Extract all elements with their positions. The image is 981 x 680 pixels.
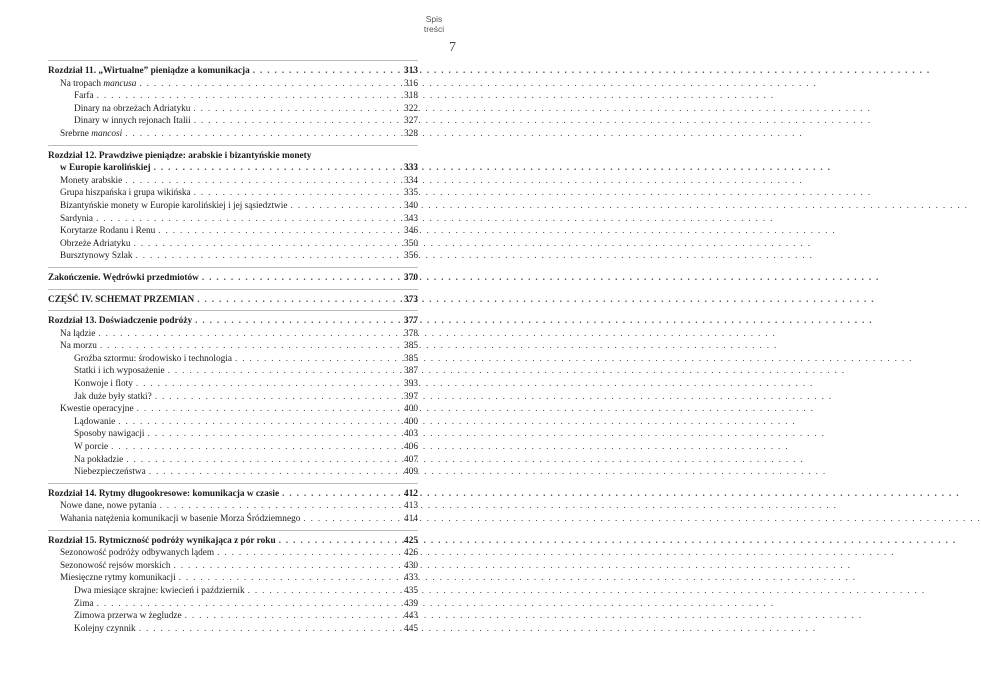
dot-leader (174, 560, 393, 573)
toc-entry (48, 610, 418, 623)
dot-leader (303, 513, 393, 526)
toc-entry-title (60, 175, 122, 188)
toc-entry (48, 403, 418, 416)
toc-chapter-entry (48, 294, 418, 307)
dot-leader (194, 187, 393, 200)
toc-entry-title (74, 441, 108, 454)
page-number: 7 (449, 40, 456, 55)
toc-entry (48, 365, 418, 378)
toc-entry-title (74, 115, 191, 128)
toc-entry-title-text: Zima (74, 598, 94, 609)
toc-entry-title-text: Farfa (74, 91, 94, 102)
section-divider (48, 289, 418, 290)
toc-entry (48, 500, 418, 513)
toc-entry-page-number: 387 (404, 366, 418, 377)
toc-entry-title (74, 378, 133, 391)
dot-leader (139, 623, 393, 636)
toc-entry-title (60, 560, 171, 573)
toc-entry-title (48, 150, 311, 163)
toc-entry-title-text: Niebezpieczeństwa (74, 467, 146, 478)
toc-entry-title (60, 328, 95, 341)
toc-entry-title (74, 391, 152, 404)
toc-entry (48, 466, 418, 479)
dot-leader (253, 65, 393, 78)
toc-entry-title (60, 187, 191, 200)
toc-entry-title (48, 294, 194, 307)
toc-entry-page-number: 406 (404, 442, 418, 453)
toc-entry-title (60, 78, 136, 91)
toc-entry (48, 115, 418, 128)
dot-leader (290, 200, 393, 213)
toc-entry (48, 328, 418, 341)
dot-leader (193, 103, 393, 116)
toc-entry-page-number: 400 (404, 404, 418, 415)
section-divider (48, 310, 418, 311)
toc-entry-title-italic: mancosi (91, 128, 123, 139)
toc-entry-title-text: Dinary na obrzeżach Adriatyku (74, 103, 191, 114)
toc-entry-title-text: Dwa miesiące skrajne: kwiecień i październik (74, 585, 245, 596)
toc-entry-page-number: 385 (404, 353, 418, 364)
toc-entry-page-number: 327 (404, 116, 418, 127)
toc-entry-title-text: Bursztynowy Szlak (60, 251, 133, 262)
toc-entry-title (48, 315, 192, 328)
toc-entry (48, 547, 418, 560)
toc-entry (48, 103, 418, 116)
toc-entry (48, 78, 418, 91)
toc-entry-page-number: 350 (404, 238, 418, 249)
section-divider (48, 530, 418, 531)
toc-entry (48, 560, 418, 573)
dot-leader (195, 315, 393, 328)
toc-entry-title-text: Rozdział 12. Prawdziwe pieniądze: arabskie i bizantyńskie monety (48, 150, 312, 161)
toc-entry-title-text: Sardynia (60, 213, 94, 224)
toc-entry-title-text: w Europie karolińskiej (60, 163, 151, 174)
toc-entry-title (60, 340, 97, 353)
toc-entry (48, 428, 418, 441)
toc-entry-page-number: 433 (404, 573, 418, 584)
section-divider (48, 483, 418, 484)
toc-entry (48, 378, 418, 391)
dot-leader (111, 441, 393, 454)
toc-entry-title (74, 103, 190, 116)
toc-entry-title-text: Na pokładzie (74, 454, 124, 465)
toc-entry (48, 128, 418, 141)
toc-entry (48, 225, 418, 238)
toc-entry-title-text: Jak duże były statki? (74, 391, 152, 402)
dot-leader (158, 225, 393, 238)
toc-chapter-entry (48, 150, 418, 163)
dot-leader (97, 598, 393, 611)
dot-leader (179, 572, 393, 585)
toc-entry (48, 391, 418, 404)
toc-entry-title (74, 610, 182, 623)
dot-leader (194, 115, 393, 128)
dot-leader (197, 294, 393, 307)
toc-entry-title (60, 513, 300, 526)
dot-leader (282, 488, 393, 501)
toc-entry-title-text: Rozdział 14. Rytmy długookresowe: komunikacja w czasie (48, 488, 280, 499)
section-label (414, 14, 454, 34)
dot-leader (155, 391, 393, 404)
section-divider (48, 267, 418, 268)
toc-entry-title-text: Zakończenie. Wędrówki przedmiotów (48, 272, 199, 283)
dot-leader (133, 238, 393, 251)
toc-entry-page-number: 313 (404, 66, 418, 76)
toc-entry (48, 250, 418, 263)
toc-entry-page-number: 316 (404, 78, 418, 89)
toc-entry-title-text: Grupa hiszpańska i grupa wikińska (60, 188, 191, 199)
toc-entry-page-number: 333 (404, 163, 418, 174)
toc-entry-page-number: 407 (404, 454, 418, 465)
toc-entry (48, 441, 418, 454)
dot-leader (279, 535, 393, 548)
toc-entry-page-number: 430 (404, 560, 418, 571)
toc-entry-page-number: 335 (404, 188, 418, 199)
toc-entry-title (60, 403, 134, 416)
toc-entry-title (74, 90, 94, 103)
toc-chapter-entry (48, 488, 418, 501)
toc-entry-page-number: 322 (404, 103, 418, 114)
toc-entry-title-text: Rozdział 13. Doświadczenie podróży (48, 316, 193, 327)
dot-leader (125, 175, 393, 188)
toc-entry-page-number: 439 (404, 598, 418, 609)
toc-entry-page-number: 403 (404, 429, 418, 440)
dot-leader (97, 90, 393, 103)
dot-leader (202, 272, 393, 285)
toc-entry-title-text: Kwestie operacyjne (60, 404, 134, 415)
toc-entry-title-italic: mancusa (103, 78, 137, 89)
dot-leader (217, 547, 393, 560)
toc-entry-title-text: Rozdział 15. Rytmiczność podróży wynikająca z pór roku (48, 535, 276, 546)
toc-entry-page-number: 318 (404, 91, 418, 102)
toc-entry-page-number: 425 (404, 535, 418, 546)
toc-entry (48, 454, 418, 467)
section-divider (48, 60, 418, 61)
dot-leader (148, 428, 394, 441)
toc-entry (48, 162, 418, 175)
toc-entry-page-number: 426 (404, 548, 418, 559)
toc-entry-title (48, 65, 250, 78)
toc-entry-page-number: 414 (404, 514, 418, 524)
toc-entry-title-text: Statki i ich wyposażenie (74, 366, 165, 377)
toc-entry-title (60, 238, 130, 251)
toc-entry-page-number: 370 (404, 272, 418, 283)
section-label-line1: Spis (425, 14, 443, 24)
toc-entry-page-number: 346 (404, 226, 418, 237)
toc-entry-title-text: Sposoby nawigacji (74, 429, 145, 440)
toc-entry-title-text: Groźba sztormu: środowisko i technologia (74, 353, 233, 364)
toc-entry-title-text: Sezonowość podróży odbywanych lądem (60, 548, 215, 559)
toc-entry-title-text: Na morzu (60, 341, 97, 352)
toc-entry-title-text: Rozdział 11. „Wirtualne” pieniądze a komunikacja (48, 66, 250, 76)
toc-entry-title-text: W porcie (74, 442, 109, 453)
toc-entry-title-text: Monety arabskie (60, 175, 123, 186)
toc-entry-title-text: Bizantyńskie monety w Europie karolińskiej i jej sąsiedztwie (60, 200, 288, 211)
toc-entry-page-number: 409 (404, 467, 418, 478)
dot-leader (154, 162, 393, 175)
toc-entry-title-text: Kolejny czynnik (74, 623, 136, 634)
toc-entry-title (74, 466, 146, 479)
toc-entry-page-number: 400 (404, 416, 418, 427)
toc-entry-title (60, 572, 176, 585)
toc-entry-title-text: Lądowanie (74, 416, 116, 427)
toc-entry-page-number: 443 (404, 611, 418, 622)
dot-leader (160, 500, 393, 513)
toc-entry-title (60, 162, 151, 175)
toc-entry-page-number: 328 (404, 128, 418, 139)
toc-entry-title (48, 272, 199, 285)
toc-entry (48, 623, 418, 636)
dot-leader (248, 585, 393, 598)
toc-entry-title (60, 547, 214, 560)
toc-entry (48, 175, 418, 188)
toc-entry-page-number: 378 (404, 328, 418, 339)
toc-entry-title-text: Wahania natężenia komunikacji w basenie Morza Śródziemnego (60, 514, 301, 524)
toc-entry-title-text: Miesięczne rytmy komunikacji (60, 573, 176, 584)
toc-entry (48, 200, 418, 213)
toc-entry-title (60, 500, 157, 513)
toc-entry-page-number: 397 (404, 391, 418, 402)
toc-entry (48, 598, 418, 611)
dot-leader (136, 250, 393, 263)
section-label-line2: treści (423, 24, 445, 34)
dot-leader (125, 128, 393, 141)
toc-entry-page-number: 435 (404, 585, 418, 596)
toc-entry-title (48, 488, 279, 501)
toc-entry-page-number: 334 (404, 175, 418, 186)
dot-leader (168, 365, 393, 378)
toc-entry-title (60, 128, 122, 141)
toc-entry (48, 187, 418, 200)
toc-entry (48, 340, 418, 353)
toc-entry-title-text: Sezonowość rejsów morskich (60, 560, 171, 571)
toc-entry (48, 238, 418, 251)
toc-entry (48, 353, 418, 366)
toc-chapter-entry (48, 272, 418, 285)
dot-leader (96, 213, 393, 226)
toc-chapter-entry (48, 315, 418, 328)
toc-entry-title (74, 623, 136, 636)
toc-entry-page-number: 373 (404, 294, 418, 305)
toc-entry-title-text: Korytarze Rodanu i Renu (60, 226, 156, 237)
toc-entry-title-text: Konwoje i floty (74, 379, 133, 390)
toc-entry (48, 416, 418, 429)
toc-chapter-entry (48, 65, 418, 78)
dot-leader (98, 328, 393, 341)
dot-leader (235, 353, 393, 366)
toc-entry-page-number: 377 (404, 316, 418, 327)
toc-entry (48, 513, 418, 526)
toc-entry-title (74, 428, 145, 441)
toc-entry-title (74, 365, 165, 378)
toc-entry-page-number: 340 (404, 200, 418, 211)
toc-entry-title-text: Na lądzie (60, 328, 96, 339)
toc-entry (48, 90, 418, 103)
dot-leader (137, 403, 393, 416)
dot-leader (149, 466, 393, 479)
toc-entry-title (60, 250, 133, 263)
toc-entry-title (74, 585, 245, 598)
dot-leader (126, 454, 393, 467)
toc-entry-title-text: Dinary w innych rejonach Italii (74, 116, 191, 127)
toc-entry-page-number: 343 (404, 213, 418, 224)
toc-entry (48, 213, 418, 226)
dot-leader (139, 78, 393, 91)
toc-entry-title (60, 225, 155, 238)
dot-leader (185, 610, 393, 623)
toc-entry-title (60, 200, 287, 213)
toc-entry (48, 572, 418, 585)
table-of-contents (48, 56, 418, 635)
toc-chapter-entry (48, 535, 418, 548)
toc-entry-page-number: 413 (404, 501, 418, 512)
toc-entry-title (74, 454, 123, 467)
toc-entry-title-text: Srebrne (60, 128, 92, 139)
toc-entry (48, 585, 418, 598)
section-divider (48, 145, 418, 146)
toc-entry-page-number: 393 (404, 379, 418, 390)
toc-entry-page-number: 385 (404, 341, 418, 352)
dot-leader (136, 378, 393, 391)
toc-entry-title (74, 598, 94, 611)
toc-entry-title-text: Obrzeże Adriatyku (60, 238, 131, 249)
toc-entry-title-text: Na tropach (60, 78, 104, 89)
toc-entry-page-number: 445 (404, 623, 418, 634)
toc-entry-title (60, 213, 93, 226)
toc-entry-title-text: CZĘŚĆ IV. SCHEMAT PRZEMIAN (48, 294, 195, 305)
toc-entry-title (48, 535, 276, 548)
toc-entry-title (74, 353, 232, 366)
dot-leader (118, 416, 393, 429)
toc-entry-title-text: Zimowa przerwa w żegludze (74, 611, 182, 622)
toc-entry-page-number: 356 (404, 251, 418, 262)
dot-leader (100, 340, 393, 353)
toc-entry-page-number: 412 (404, 488, 418, 499)
toc-entry-title-text: Nowe dane, nowe pytania (60, 501, 157, 512)
toc-entry-title (74, 416, 115, 429)
